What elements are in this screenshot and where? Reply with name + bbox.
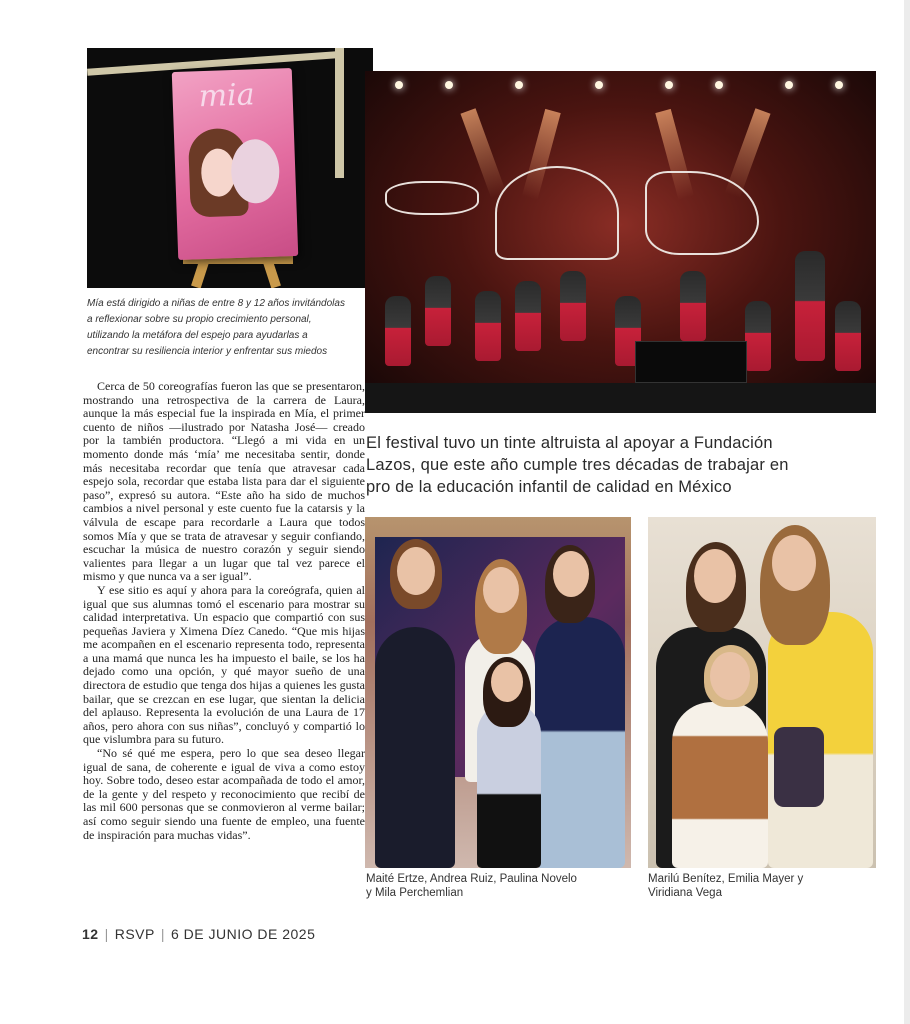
group-photo-2 [648,517,876,868]
person-1 [375,627,455,868]
stage-light [395,81,403,89]
book-caption-line: a reflexionar sobre su propio crecimiento personal, [87,314,312,325]
person-3 [672,702,768,868]
folio [82,926,315,942]
pull-quote [366,432,876,498]
person-2-head [772,535,816,591]
book-cover-title: mia [198,77,256,115]
folio-separator: | [104,926,109,942]
person-3 [535,617,625,868]
person-4-head [491,662,523,702]
stage-sculpture [495,166,619,260]
folio-separator: | [160,926,165,942]
article-paragraph: “No sé qué me espera, pero lo que sea deseo llegar igual de sana, de coherente e igual de viva a como estoy hoy. Sobre todo, deseo estar acompañada de todo el amor, de la gente y del respeto y reconocimiento que recibí de las mil 600 personas que se conmovieron al verme bailar; así como seguir siendo una fuente de empleo, una fuente de inspiración para muchas vidas”. [83,746,365,842]
dancer [795,251,825,361]
person-2-head [483,567,519,613]
group-photo-1 [365,517,631,868]
person-1-head [694,549,736,603]
stage-light [785,81,793,89]
book-caption-line: utilizando la metáfora del espejo para ayudarlas a [87,330,308,341]
article-paragraph: Cerca de 50 coreografías fueron las que se presentaron, mostrando una retrospectiva de la carrera de Laura, aunque la más especial fue la inspirada en Mía, el primer cuento de niños —ilustrado por Natasha José— creado por la también productora. “Llegó a mi vida en un momento donde más ‘mía’ me necesitaba sentir, donde más necesitaba recordar que tenía que atravesar cada espejo sola, recordar que estaba lista para dar el siguiente paso”, expresó su autora. “Este año ha sido de muchos cambios a nivel personal y este cuento fue la catarsis y la válvula de escape para recordarle a Laura que todos somos Mía y que se trata de atravesar y seguir confiando, escuchar la música de nuestro corazón y seguir siendo valientes para llegar a un lugar que tal vez parece el mismo y que nunca va a ser igual”. [83,379,365,584]
pull-quote-line: El festival tuvo un tinte altruista al apoyar a Fundación [366,434,773,452]
publication-name: RSVP [114,926,155,942]
dancer [385,296,411,366]
caption-line: Maité Ertze, Andrea Ruiz, Paulina Novelo [366,873,577,885]
stage-sculpture [385,181,479,215]
dancer [680,271,706,341]
stage-light [665,81,673,89]
page-edge [904,0,910,1024]
dancer [425,276,451,346]
dancer [835,301,861,371]
easel-post [335,48,344,178]
dancer [515,281,541,351]
caption-line: Marilú Benítez, Emilia Mayer y [648,873,804,885]
book-caption [87,296,362,360]
article-paragraph: Y ese sitio es aquí y ahora para la coreógrafa, quien al igual que sus alumnas tomó el escenario para mostrar su calidad interpretativa. Un espacio que compartió con sus pequeñas Javiera y Ximena Díez Canedo. “Que mis hijas me acompañen en el escenario representa todo, representa a una mamá que nunca les ha impuesto el baile, se los ha dejado como una opción, y qué mayor sueño de una directora de estudio que tenga dos hijas a quienes les gusta bailar, que se crezcan en ese lugar, que sientan la delicia del aplauso. Representa la evolución de una Laura de 17 años, pero ahora con sus niñas”, concluyó y compartió lo que vislumbra para su futuro. [83,582,365,747]
pull-quote-line: pro de la educación infantil de calidad en México [366,478,732,496]
stage-light [595,81,603,89]
book-cover [172,68,298,260]
stage-light [445,81,453,89]
handbag [774,727,824,807]
book-caption-line: encontrar su resiliencia interior y enfrentar sus miedos [87,346,328,357]
dancer [745,301,771,371]
dancer [560,271,586,341]
person-3-head [710,652,750,700]
article-body [83,380,365,842]
book-caption-line: Mía está dirigido a niñas de entre 8 y 12 años invitándolas [87,298,345,309]
group-photo-2-caption [648,872,803,900]
stage-speaker [635,341,747,383]
issue-date: 6 DE JUNIO DE 2025 [170,926,316,942]
person-3-head [553,551,589,597]
book-photo [87,48,373,288]
caption-line: y Mila Perchemlian [366,887,464,899]
stage-light [515,81,523,89]
group-photo-1-caption [366,872,577,900]
stage-photo [365,71,876,413]
page-number: 12 [82,926,99,942]
person-1-head [397,547,435,595]
pull-quote-line: Lazos, que este año cumple tres décadas de trabajar en [366,456,789,474]
stage-floor [365,383,876,413]
caption-line: Viridiana Vega [648,887,722,899]
stage-light [715,81,723,89]
dancer [475,291,501,361]
stage-light [835,81,843,89]
